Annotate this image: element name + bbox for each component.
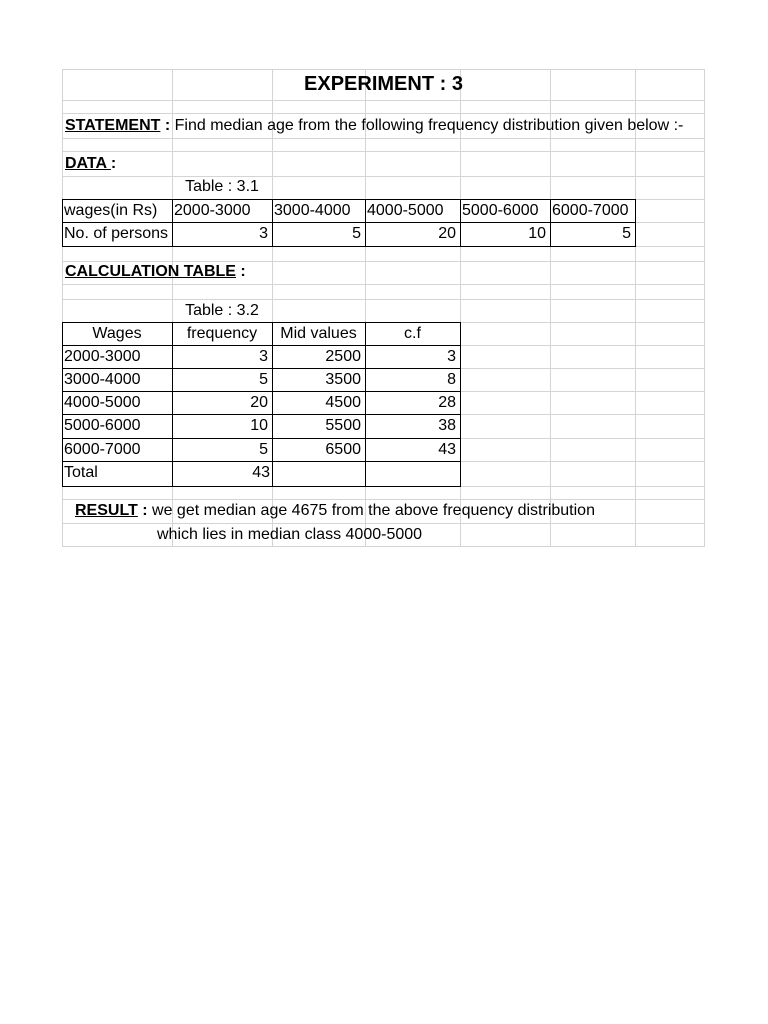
table2-class-label: 6000-7000 [64,441,141,458]
table2-value: 38 [438,417,456,434]
table1-class-label: 3000-4000 [274,202,351,219]
table2-value: 8 [447,371,456,388]
table1-persons-value: 20 [438,225,456,242]
table2-value: 20 [250,394,268,411]
statement-separator: : [160,117,175,134]
table2-value: 3 [447,348,456,365]
result-text-line2: which lies in median class 4000-5000 [157,526,423,543]
table1-wages-header: wages(in Rs) [64,202,158,219]
data-heading-separator: : [110,155,117,172]
table2-value: 6500 [325,441,361,458]
calculation-heading-label: CALCULATION TABLE [65,263,236,280]
table1-persons-value: 5 [622,225,631,242]
calculation-heading [65,262,246,282]
table2-header-c-f: c.f [404,325,421,342]
table2-cell-border [366,462,461,487]
table2-value: 10 [250,417,268,434]
table2-value: 3 [259,348,268,365]
table2-total-label: Total [64,464,98,481]
table2-header-frequency: frequency [186,325,258,342]
table1-class-label: 4000-5000 [367,202,444,219]
table2-class-label: 5000-6000 [64,417,141,434]
table1-persons-header: No. of persons [64,225,169,242]
calculation-heading-separator: : [235,263,246,280]
table2-class-label: 2000-3000 [64,348,141,365]
statement-line [65,116,683,136]
statement-label: STATEMENT [65,117,161,134]
table1-class-label: 5000-6000 [462,202,539,219]
table1-persons-value: 5 [352,225,361,242]
spreadsheet [62,69,705,547]
table2-value: 5500 [325,417,361,434]
table1-class-label: 2000-3000 [174,202,251,219]
table2-value: 4500 [325,394,361,411]
result-label: RESULT [75,502,138,519]
table1-persons-value: 3 [259,225,268,242]
table2-caption: Table : 3.2 [185,302,259,319]
table1-class-label: 6000-7000 [552,202,629,219]
data-heading-label: DATA [65,155,111,172]
table2-class-label: 4000-5000 [64,394,141,411]
table2-value: 2500 [325,348,361,365]
result-line [75,501,595,521]
table2-cell-border [273,462,366,487]
statement-text: Find median age from the following frequency distribution given below :- [174,117,684,134]
table2-value: 5 [259,441,268,458]
table2-value: 3500 [325,371,361,388]
table2-value: 43 [438,441,456,458]
result-text-line1: we get median age 4675 from the above frequency distribution [152,502,595,519]
table2-header-wages: Wages [92,325,142,342]
table2-class-label: 3000-4000 [64,371,141,388]
table1-caption: Table : 3.1 [185,178,259,195]
table2-total-value: 43 [252,464,270,481]
result-separator: : [137,502,153,519]
sheet-grid [62,69,705,547]
data-heading [65,154,116,174]
table2-value: 5 [259,371,268,388]
table1-persons-value: 10 [528,225,546,242]
page-title: EXPERIMENT : 3 [304,73,463,95]
table2-header-mid-values: Mid values [280,325,357,342]
table2-value: 28 [438,394,456,411]
